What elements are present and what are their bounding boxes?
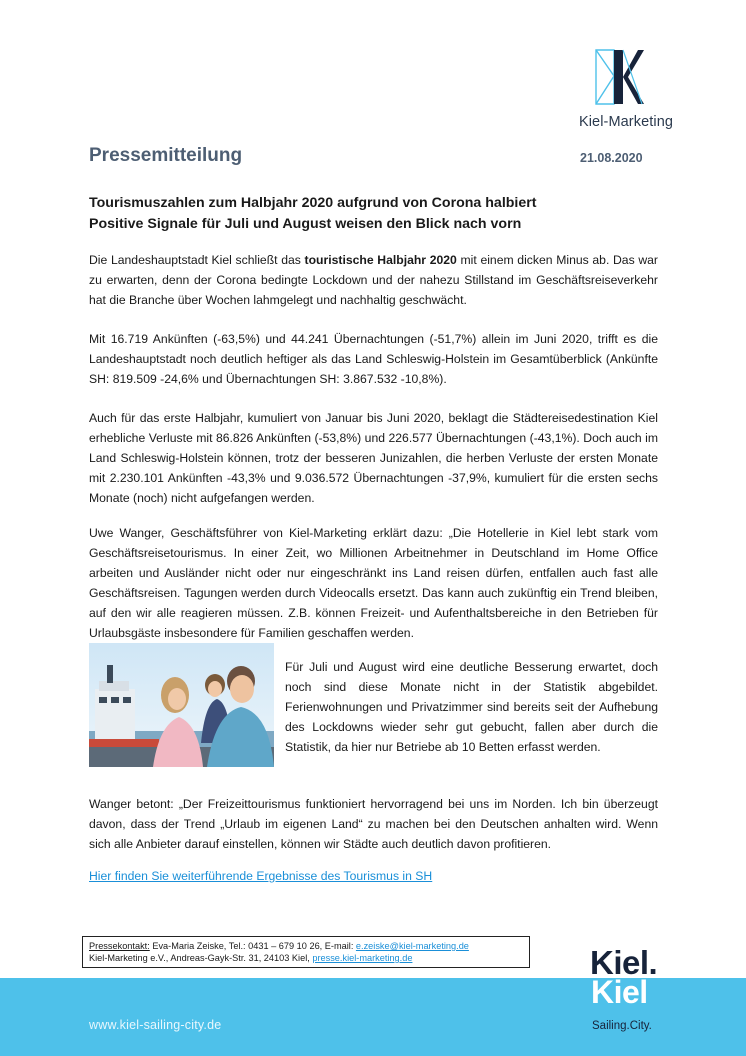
tourism-results-link[interactable]: Hier finden Sie weiterführende Ergebnisse des Tourismus in SH bbox=[89, 869, 433, 883]
logo-tagline: Sailing.City. bbox=[592, 1020, 652, 1032]
release-date: 21.08.2020 bbox=[580, 151, 643, 165]
paragraph-2: Mit 16.719 Ankünften (-63,5%) und 44.241 Übernachtungen (-51,7%) allein im Juni 2020, trifft es die Landeshauptstadt noch deutlich heftiger als das Land Schleswig-Holstein im Gesamtüberblick (Ankünfte SH: 819.509 -24,6% und Übernachtungen SH: 3.867.532 -10,8%). bbox=[89, 332, 658, 386]
press-contact-box bbox=[82, 936, 530, 968]
kiel-marketing-logo bbox=[578, 48, 678, 134]
contact-email-link[interactable]: e.zeiske@kiel-marketing.de bbox=[355, 941, 469, 951]
contact-label: Pressekontakt: bbox=[89, 941, 150, 951]
paragraph-6: Wanger betont: „Der Freizeittourismus funktioniert hervorragend bei uns im Norden. Ich bin überzeugt davon, dass der Trend „Urlaub im eigenen Land“ zu machen bei den Deutschen anhalten wird. Wenn sich alle Anbieter darauf einstellen, können wir Städte auch deutlich davon profitieren. bbox=[89, 797, 658, 851]
family-ferry-photo bbox=[89, 643, 274, 767]
page-title: Pressemitteilung bbox=[89, 145, 243, 166]
contact-address: Kiel-Marketing e.V., Andreas-Gayk-Str. 31, 24103 Kiel, bbox=[89, 953, 313, 963]
contact-line-2 bbox=[89, 952, 523, 964]
headline-line-1: Tourismuszahlen zum Halbjahr 2020 aufgrund von Corona halbiert bbox=[89, 195, 537, 211]
logo-word-kiel-white: Kiel bbox=[591, 974, 648, 1010]
kiel-sailing-city-logo bbox=[590, 944, 680, 1044]
km-logo-icon bbox=[594, 48, 644, 106]
headline-line-2: Positive Signale für Juli und August weisen den Blick nach vorn bbox=[89, 216, 522, 232]
footer-url[interactable]: www.kiel-sailing-city.de bbox=[89, 1018, 222, 1032]
paragraph-1-bold: touristische Halbjahr 2020 bbox=[304, 253, 457, 267]
logo-word-kiel-dark: Kiel. bbox=[590, 944, 658, 981]
paragraph-5: Für Juli und August wird eine deutliche Besserung erwartet, doch noch sind diese Monate nicht in der Statistik abgebildet. Ferienwohnungen und Privatzimmer sind bereits seit der Aufhebung des Lockdowns wieder sehr gut gebucht, fallen aber durch die Statistik, da hier nur Betriebe ab 10 Betten erfasst werden. bbox=[285, 660, 658, 754]
paragraph-1-text-b: mit einem dicken Minus ab. Das war zu erwarten, denn der Corona bedingte Lockdown und der nahezu Stillstand im Geschäftsreiseverkehr hat die Branche über Wochen lahmgelegt und nachhaltig geschwächt. bbox=[89, 253, 658, 307]
headline bbox=[89, 193, 659, 235]
paragraph-1 bbox=[89, 250, 658, 310]
press-website-link[interactable]: presse.kiel-marketing.de bbox=[312, 953, 413, 963]
brand-name: Kiel-Marketing bbox=[578, 114, 674, 130]
paragraph-1-text-a: Die Landeshauptstadt Kiel schließt das bbox=[89, 253, 305, 267]
paragraph-3: Auch für das erste Halbjahr, kumuliert von Januar bis Juni 2020, beklagt die Städtereisedestination Kiel erhebliche Verluste mit 86.826 Ankünften (-53,8%) und 226.577 Übernachtungen (-43,1%). Doch auch im Land Schleswig-Holstein können, trotz der besseren Junizahlen, die herben Verluste der ersten Monate mit 2.230.101 Ankünften -43,3% und 9.036.572 Übernachtungen -37,9%, kumuliert für die ersten sechs Monate (noch) nicht aufgefangen werden. bbox=[89, 411, 658, 505]
contact-person: Eva-Maria Zeiske, Tel.: 0431 – 679 10 26, E-mail: bbox=[149, 941, 356, 951]
contact-line-1 bbox=[89, 940, 523, 952]
paragraph-4: Uwe Wanger, Geschäftsführer von Kiel-Marketing erklärt dazu: „Die Hotellerie in Kiel lebt stark vom Geschäftsreisetourismus. In einer Zeit, wo Millionen Arbeitnehmer in Deutschland im Home Office arbeiten und Ausländer nicht oder nur eingeschränkt ins Land reisen dürfen, entfallen auch fast alle Geschäftsreisen. Tagungen werden durch Videocalls ersetzt. Das kann auch zukünftig ein Trend bleiben, auf den wir alle reagieren müssen. Z.B. können Freizeit- und Aufenthaltsbereiche in den Betrieben für Urlaubsgäste insbesondere für Familien geschaffen werden. bbox=[89, 526, 658, 640]
